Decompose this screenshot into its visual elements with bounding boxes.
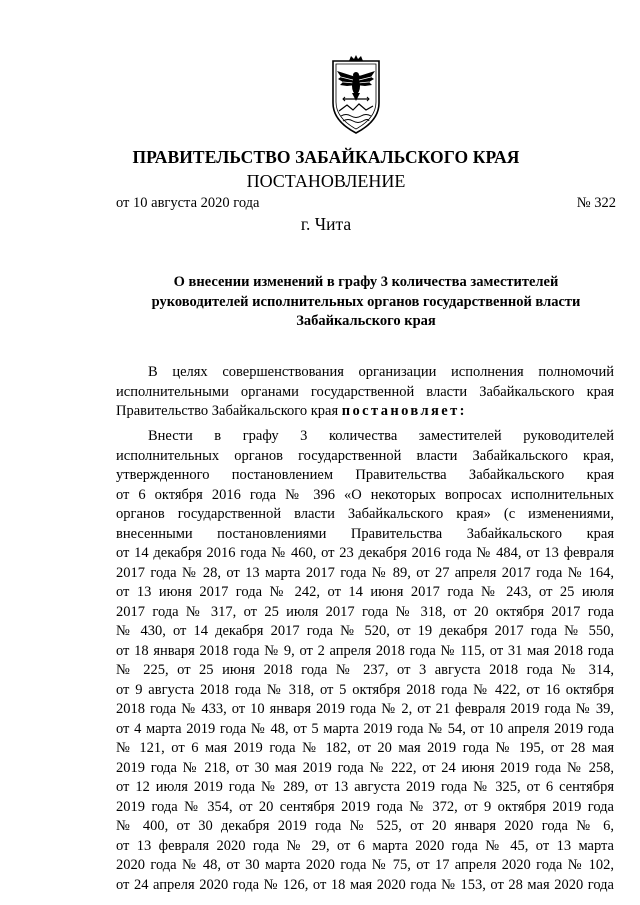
document-heading — [116, 273, 616, 332]
paragraph-line: 2017 года № 28, от 13 марта 2017 года № 89, от 27 апреля 2017 года № 164, — [116, 564, 614, 581]
heading-line: руководителей исполнительных органов государственной власти — [151, 293, 581, 310]
paragraph-line: от 18 января 2018 года № 9, от 2 апреля 2018 года № 115, от 31 мая 2018 года — [116, 642, 614, 659]
heading-line: Забайкальского края — [296, 313, 436, 329]
paragraph-line: от 9 августа 2018 года № 318, от 5 октября 2018 года № 422, от 16 октября — [116, 681, 614, 698]
paragraph-line: исполнительными органами государственной власти Забайкальского края — [116, 383, 614, 400]
paragraph-line: от 24 апреля 2020 года № 126, от 18 мая 2020 года № 153, от 28 мая 2020 года — [116, 876, 614, 893]
zabaykalsky-krai-coat-of-arms-icon — [329, 55, 383, 137]
paragraph-line: исполнительных органов государственной власти Забайкальского края, — [116, 447, 614, 464]
paragraph-line: № 400, от 30 декабря 2019 года № 525, от 20 января 2020 года № 6, — [116, 818, 614, 834]
paragraph-line: 2019 года № 354, от 20 сентября 2019 года № 372, от 9 октября 2019 года — [116, 798, 614, 815]
preamble-paragraph — [116, 363, 614, 422]
paragraph-line: от 4 марта 2019 года № 48, от 5 марта 2019 года № 54, от 10 апреля 2019 года — [116, 720, 614, 737]
paragraph-line: № 121, от 6 мая 2019 года № 182, от 20 мая 2019 года № 195, от 28 мая — [116, 740, 614, 756]
paragraph-line: № 430, от 14 декабря 2017 года № 520, от 19 декабря 2017 года № 550, — [116, 623, 614, 639]
paragraph-line: от 13 февраля 2020 года № 29, от 6 марта 2020 года № 45, от 13 марта — [116, 837, 614, 854]
paragraph-line — [116, 402, 614, 422]
document-type: ПОСТАНОВЛЕНИЕ — [246, 171, 406, 191]
document-city: г. Чита — [300, 214, 352, 234]
paragraph-line-text: Правительство Забайкальского края — [116, 403, 339, 419]
heading-line: О внесении изменений в графу 3 количества заместителей — [173, 274, 559, 290]
document-number: № 322 — [576, 195, 616, 211]
paragraph-line: 2019 года № 218, от 30 мая 2019 года № 222, от 24 июня 2019 года № 258, — [116, 759, 614, 776]
paragraph-line: 2020 года № 48, от 30 марта 2020 года № 75, от 17 апреля 2020 года № 102, — [116, 857, 614, 873]
paragraph-line: утвержденного постановлением Правительства Забайкальского края — [116, 467, 614, 483]
paragraph-line: Внести в графу 3 количества заместителей руководителей — [148, 428, 614, 444]
decree-word: постановляет: — [341, 403, 467, 419]
paragraph-line: органов государственной власти Забайкальского края» (с изменениями, — [116, 506, 614, 522]
paragraph-line: 2017 года № 317, от 25 июля 2017 года № 318, от 20 октября 2017 года — [116, 603, 614, 620]
document-date: от 10 августа 2020 года — [116, 195, 260, 211]
main-paragraph — [116, 427, 614, 895]
paragraph-line: от 6 октября 2016 года № 396 «О некоторых вопросах исполнительных — [116, 486, 614, 503]
paragraph-line: от 13 июня 2017 года № 242, от 14 июня 2017 года № 243, от 25 июля — [116, 584, 614, 600]
paragraph-line: № 225, от 25 июня 2018 года № 237, от 3 августа 2018 года № 314, — [116, 662, 614, 678]
paragraph-line: от 14 декабря 2016 года № 460, от 23 декабря 2016 года № 484, от 13 февраля — [116, 545, 614, 561]
paragraph-line: В целях совершенствования организации исполнения полномочий — [148, 364, 614, 380]
paragraph-line: от 12 июля 2019 года № 289, от 13 августа 2019 года № 325, от 6 сентября — [116, 779, 614, 795]
paragraph-line: внесенными постановлениями Правительства Забайкальского края — [116, 525, 614, 542]
paragraph-line: 2018 года № 433, от 10 января 2019 года № 2, от 21 февраля 2019 года № 39, — [116, 701, 614, 717]
organization-title: ПРАВИТЕЛЬСТВО ЗАБАЙКАЛЬСКОГО КРАЯ — [132, 147, 520, 167]
